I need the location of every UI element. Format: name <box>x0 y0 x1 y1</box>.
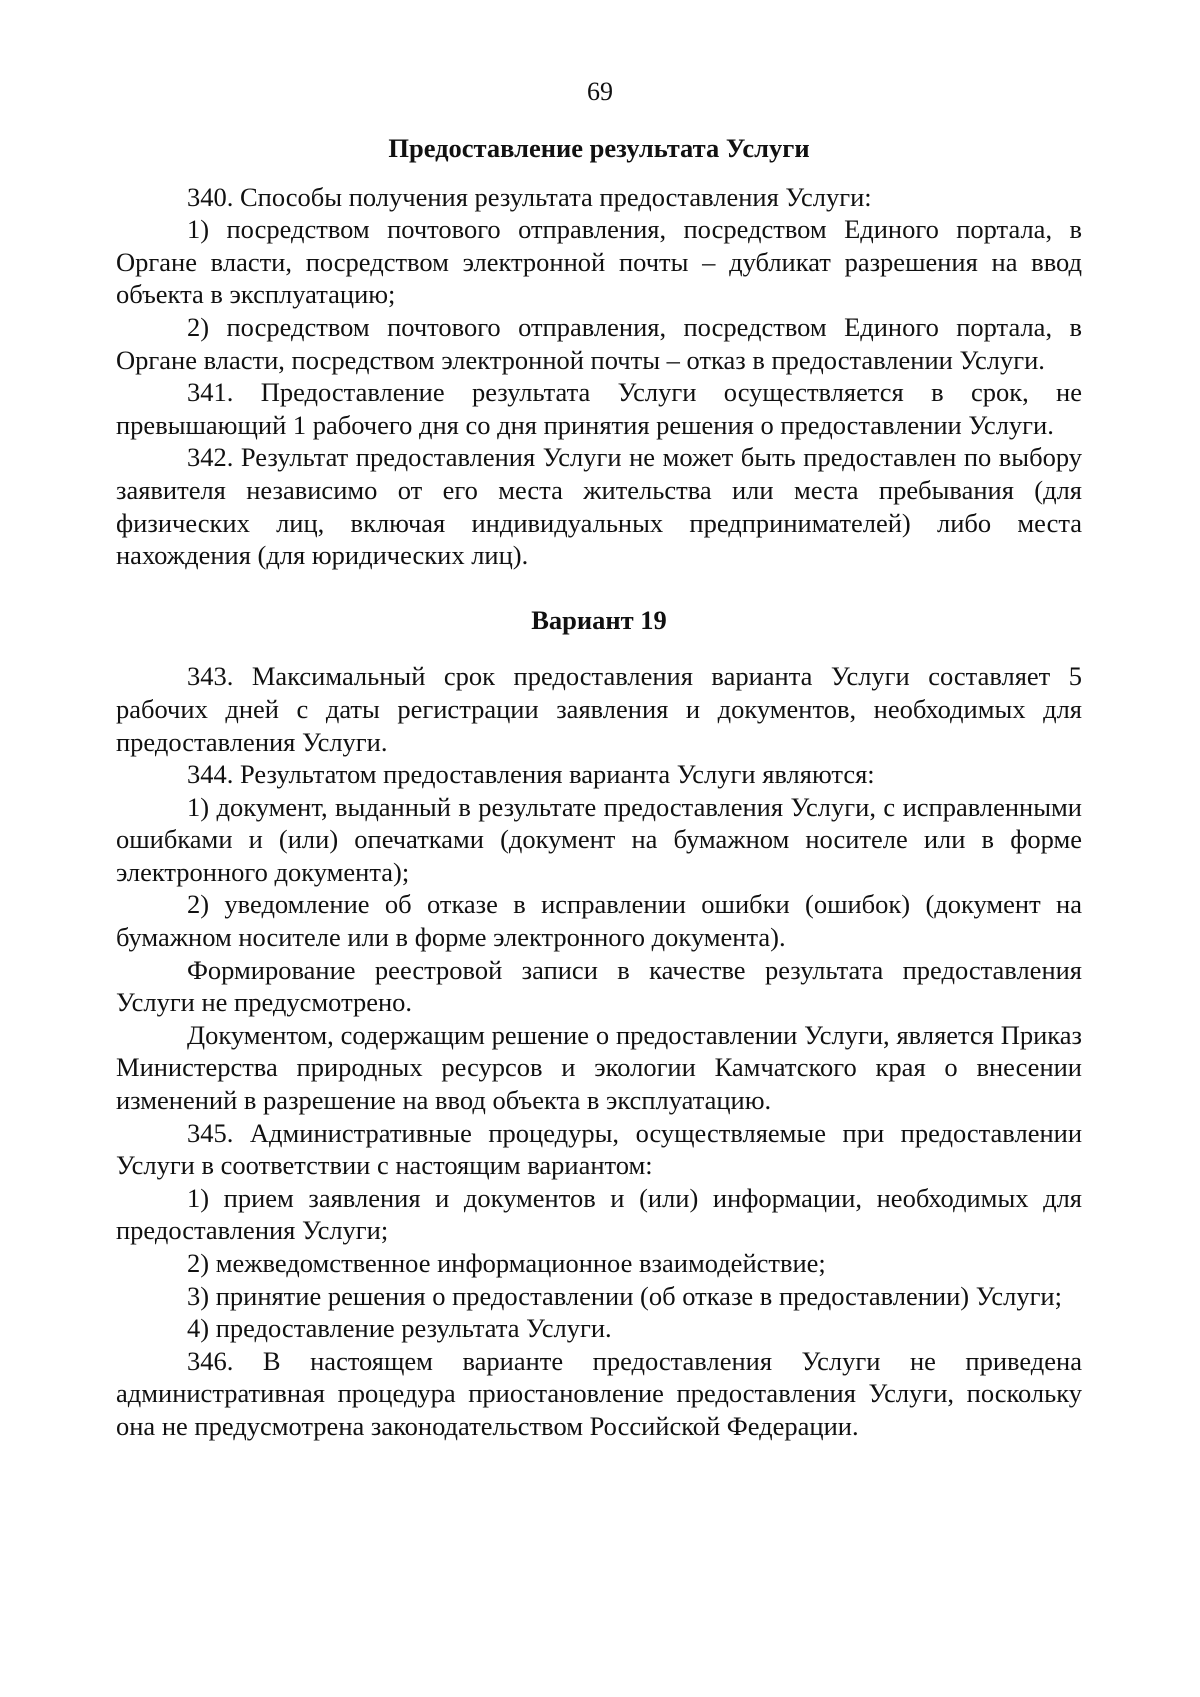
paragraph: 2) посредством почтового отправления, посредством Единого портала, в Органе власти, посредством электронной почты – отказ в предоставлении Услуги. <box>116 311 1082 375</box>
paragraph: 4) предоставление результата Услуги. <box>187 1313 612 1344</box>
section-heading: Предоставление результата Услуги <box>388 133 810 163</box>
section-variant-19 <box>116 604 1082 1443</box>
paragraph: 341. Предоставление результата Услуги осуществляется в срок, не превышающий 1 рабочего дня со дня принятия решения о предоставлении Услуги. <box>116 377 1082 440</box>
paragraph: 1) прием заявления и документов и (или) информации, необходимых для предоставления Услуги; <box>116 1182 1082 1246</box>
paragraph: Формирование реестровой записи в качестве результата предоставления Услуги не предусмотрено. <box>116 954 1082 1018</box>
paragraph: 342. Результат предоставления Услуги не может быть предоставлен по выбору заявителя независимо от его места жительства или места пребывания (для физических лиц, включая индивидуальных предпринимателей) либо места нахождения (для юридических лиц). <box>116 442 1082 571</box>
paragraph: 340. Способы получения результата предоставления Услуги: <box>187 181 872 212</box>
paragraph: 344. Результатом предоставления варианта Услуги являются: <box>187 759 875 790</box>
paragraph: 3) принятие решения о предоставлении (об отказе в предоставлении) Услуги; <box>187 1280 1062 1311</box>
document-body <box>116 132 1082 1443</box>
paragraph: 343. Максимальный срок предоставления варианта Услуги составляет 5 рабочих дней с даты регистрации заявления и документов, необходимых для предоставления Услуги. <box>116 661 1082 757</box>
paragraph: 346. В настоящем варианте предоставления Услуги не приведена административная процедура приостановление предоставления Услуги, поскольку она не предусмотрена законодательством Российской Федерации. <box>116 1345 1082 1441</box>
page-number: 69 <box>587 77 613 106</box>
paragraph: 1) посредством почтового отправления, посредством Единого портала, в Органе власти, посредством электронной почты – дубликат разрешения на ввод объекта в эксплуатацию; <box>116 214 1082 310</box>
paragraph: 1) документ, выданный в результате предоставления Услуги, с исправленными ошибками и (или) опечатками (документ на бумажном носителе или в форме электронного документа); <box>116 791 1082 887</box>
section-result-delivery <box>116 132 1082 572</box>
paragraph: 2) межведомственное информационное взаимодействие; <box>187 1248 826 1278</box>
paragraph: 345. Административные процедуры, осуществляемые при предоставлении Услуги в соответствии с настоящим вариантом: <box>116 1117 1082 1181</box>
paragraph: 2) уведомление об отказе в исправлении ошибки (ошибок) (документ на бумажном носителе или в форме электронного документа). <box>116 889 1082 953</box>
section-heading: Вариант 19 <box>531 604 667 635</box>
paragraph: Документом, содержащим решение о предоставлении Услуги, является Приказ Министерства природных ресурсов и экологии Камчатского края о внесении изменений в разрешение на ввод объекта в эксплуатацию. <box>116 1019 1082 1116</box>
